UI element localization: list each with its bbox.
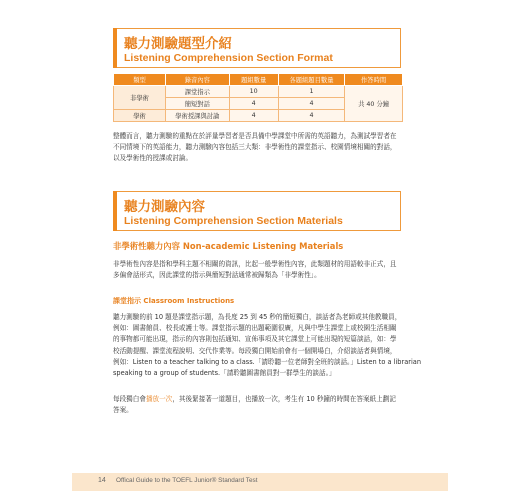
section-materials-title-zh: 聽力測驗內容 [124, 199, 205, 215]
header-time: 作答時間 [345, 74, 403, 86]
text-line: 非學術性內容是指和學科主題不相關的資訊，比起一般學術性內容，此類題材的用語較非正式，且 [113, 260, 397, 268]
per-group-cell: 4 [278, 110, 344, 122]
playback-paragraph [113, 394, 403, 416]
section-materials-heading-box [113, 191, 401, 231]
page-footer [72, 473, 448, 491]
text-suffix: ，其後緊接著一道題目，也播放一次，考生有 10 秒鐘的時間在答案紙上劃記 [172, 395, 396, 403]
subheading-classroom-instructions: 課堂指示 Classroom Instructions [113, 297, 235, 305]
time-cell: 共 40 分鐘 [345, 86, 403, 122]
format-table [113, 73, 403, 122]
classroom-instructions-paragraph [113, 312, 421, 379]
content-cell: 課堂指示 [166, 86, 230, 98]
groups-cell: 4 [229, 110, 278, 122]
text-line: 的事物都可能出現，指示的內容則包括通知、宣佈事項及其它課堂上可能出現的短篇談話，如：學 [113, 335, 397, 344]
section-materials-title-en: Listening Comprehension Section Materials [124, 215, 343, 227]
text-line [113, 394, 403, 405]
heading-accent-bar [113, 28, 117, 68]
highlighted-text: 播放一次 [145, 395, 173, 403]
section-format-title-zh: 聽力測驗題型介紹 [124, 36, 232, 52]
header-type: 類型 [114, 74, 166, 86]
heading-accent-bar [113, 191, 117, 231]
content-cell: 簡短對話 [166, 98, 230, 110]
per-group-cell: 4 [278, 98, 344, 110]
section-format-title-en: Listening Comprehension Section Format [124, 52, 333, 64]
groups-cell: 10 [229, 86, 278, 98]
text-line: 聽力測驗的前 10 題是課堂指示題，為長度 25 到 45 秒的簡短獨白，談話者為老師或其他教職員， [113, 313, 402, 321]
page-number: 14 [98, 477, 106, 484]
text-line: speaking to a group of students.「請聆聽圖書館員對一群學生的談話。」 [113, 369, 336, 378]
category-cell-nonacademic: 非學術 [114, 86, 166, 110]
text-line: 整體而言，聽力測驗的重點在於評量學習者是否具備中學課堂中所需的英語聽力，為測試學習者在 [113, 132, 397, 140]
text-line: 不同情境下的英語能力，聽力測驗內容包括三大類：非學術性的課堂指示、校園情境相關的對話， [113, 143, 397, 152]
table-row [114, 86, 403, 98]
subheading-nonacademic: 非學術性聽力內容 Non-academic Listening Materials [113, 241, 344, 251]
text-line: 答案。 [113, 406, 133, 415]
per-group-cell: 1 [278, 86, 344, 98]
text-line: 例如：Listen to a teacher talking to a class.「請聆聽一位老師對全班的談話。」Listen to a librarian [113, 357, 421, 366]
header-questions-per-group: 各題組題目數量 [278, 74, 344, 86]
nonacademic-paragraph [113, 259, 403, 281]
text-line: 例如：圖書館員、校長或護士等。課堂指示題的出題範圍很廣，凡與中學生課堂上或校園生活相關 [113, 324, 397, 333]
overview-paragraph [113, 131, 403, 165]
category-cell-academic: 學術 [114, 110, 166, 122]
text-line: 以及學術性的授課或討論。 [113, 154, 193, 163]
groups-cell: 4 [229, 98, 278, 110]
header-group-count: 題組數量 [229, 74, 278, 86]
format-table-header-row [114, 74, 403, 86]
header-content: 錄音內容 [166, 74, 230, 86]
text-prefix: 每段獨白會 [113, 395, 146, 403]
footer-title: Offical Guide to the TOEFL Junior® Standard Test [116, 477, 258, 484]
text-line: 校活動提醒、課堂流程說明、交代作業等。每段獨白開始前會有一個開場白，介紹談話者與情境， [113, 346, 397, 355]
text-line: 多偏會話形式，因此課堂的指示與簡短對話通常被歸類為「非學術性」。 [113, 271, 321, 280]
section-format-heading-box [113, 28, 401, 68]
content-cell: 學術授課與討論 [166, 110, 230, 122]
